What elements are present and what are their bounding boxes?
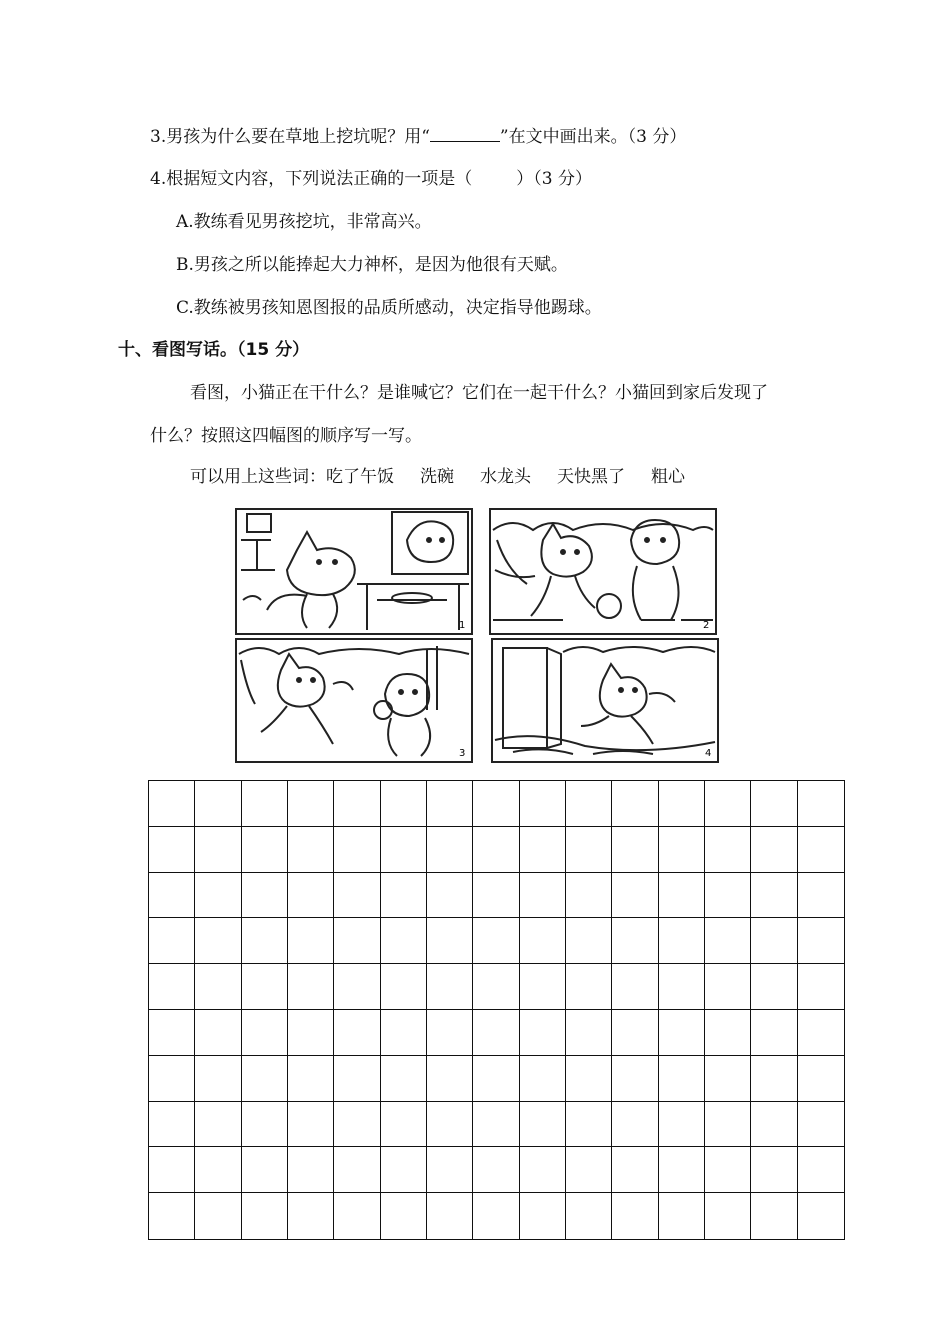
grid-cell[interactable]	[473, 1010, 519, 1056]
grid-cell[interactable]	[427, 964, 473, 1010]
word-4: 天快黑了	[557, 467, 625, 487]
picture-panel-2	[489, 508, 717, 635]
grid-cell[interactable]	[659, 827, 705, 873]
picture-sequence	[235, 505, 717, 763]
grid-cell[interactable]	[242, 1056, 288, 1102]
grid-cell[interactable]	[520, 918, 566, 964]
option-a: A.教练看见男孩挖坑，非常高兴。	[176, 212, 432, 232]
grid-cell[interactable]	[149, 964, 195, 1010]
grid-cell[interactable]	[149, 1193, 195, 1239]
grid-cell[interactable]	[288, 873, 334, 919]
grid-cell[interactable]	[798, 1056, 844, 1102]
grid-cell[interactable]	[705, 873, 751, 919]
grid-cell[interactable]	[242, 827, 288, 873]
grid-cell[interactable]	[149, 918, 195, 964]
grid-cell[interactable]	[195, 1056, 241, 1102]
grid-cell[interactable]	[659, 1193, 705, 1239]
grid-cell[interactable]	[751, 918, 797, 964]
grid-cell[interactable]	[334, 873, 380, 919]
grid-cell[interactable]	[705, 1193, 751, 1239]
grid-cell[interactable]	[242, 1147, 288, 1193]
grid-cell[interactable]	[798, 781, 844, 827]
grid-cell[interactable]	[659, 964, 705, 1010]
grid-cell[interactable]	[288, 1010, 334, 1056]
grid-cell[interactable]	[612, 781, 658, 827]
grid-cell[interactable]	[427, 827, 473, 873]
grid-cell[interactable]	[288, 781, 334, 827]
question-3	[150, 125, 686, 149]
grid-cell[interactable]	[288, 1056, 334, 1102]
grid-cell[interactable]	[242, 1102, 288, 1148]
grid-cell[interactable]	[751, 964, 797, 1010]
grid-cell[interactable]	[195, 781, 241, 827]
grid-cell[interactable]	[659, 1010, 705, 1056]
grid-cell[interactable]	[798, 964, 844, 1010]
grid-cell[interactable]	[381, 827, 427, 873]
grid-cell[interactable]	[705, 1147, 751, 1193]
writing-prompt-line-2: 什么？按照这四幅图的顺序写一写。	[150, 426, 422, 446]
grid-cell[interactable]	[149, 1102, 195, 1148]
grid-cell[interactable]	[798, 918, 844, 964]
grid-cell[interactable]	[705, 918, 751, 964]
grid-cell[interactable]	[242, 1193, 288, 1239]
grid-cell[interactable]	[473, 781, 519, 827]
grid-cell[interactable]	[705, 781, 751, 827]
grid-cell[interactable]	[520, 1056, 566, 1102]
grid-cell[interactable]	[473, 1102, 519, 1148]
grid-cell[interactable]	[334, 827, 380, 873]
grid-cell[interactable]	[381, 964, 427, 1010]
cat-running-illustration	[237, 640, 471, 761]
grid-cell[interactable]	[242, 1010, 288, 1056]
grid-cell[interactable]	[612, 1056, 658, 1102]
writing-prompt-line-1: 看图，小猫正在干什么？是谁喊它？它们在一起干什么？小猫回到家后发现了	[190, 383, 768, 403]
grid-cell[interactable]	[798, 1193, 844, 1239]
panel-number-3: 3	[459, 748, 466, 759]
grid-cell[interactable]	[195, 1102, 241, 1148]
grid-cell[interactable]	[566, 964, 612, 1010]
grid-cell[interactable]	[751, 1010, 797, 1056]
grid-cell[interactable]	[381, 1147, 427, 1193]
grid-cell[interactable]	[520, 1147, 566, 1193]
grid-cell[interactable]	[612, 964, 658, 1010]
grid-cell[interactable]	[751, 781, 797, 827]
grid-cell[interactable]	[612, 827, 658, 873]
grid-cell[interactable]	[195, 964, 241, 1010]
grid-cell[interactable]	[242, 781, 288, 827]
grid-cell[interactable]	[751, 1147, 797, 1193]
grid-cell[interactable]	[381, 781, 427, 827]
grid-cell[interactable]	[288, 964, 334, 1010]
grid-cell[interactable]	[195, 1147, 241, 1193]
grid-cell[interactable]	[520, 964, 566, 1010]
question-4-prefix: 4.根据短文内容，下列说法正确的一项是（	[150, 169, 473, 189]
grid-cell[interactable]	[566, 1193, 612, 1239]
grid-cell[interactable]	[566, 1056, 612, 1102]
grid-cell[interactable]	[473, 827, 519, 873]
word-2: 洗碗	[420, 467, 454, 487]
grid-cell[interactable]	[195, 1193, 241, 1239]
grid-cell[interactable]	[427, 1010, 473, 1056]
panel-number-1: 1	[459, 620, 466, 631]
grid-cell[interactable]	[612, 918, 658, 964]
grid-cell[interactable]	[659, 781, 705, 827]
grid-cell[interactable]	[798, 1102, 844, 1148]
cat-bear-playing-illustration	[491, 510, 715, 633]
grid-cell[interactable]	[473, 1056, 519, 1102]
grid-cell[interactable]	[751, 1193, 797, 1239]
cat-at-table-illustration	[237, 510, 471, 633]
grid-cell[interactable]	[334, 781, 380, 827]
grid-cell[interactable]	[566, 827, 612, 873]
underline-blank	[430, 125, 500, 142]
grid-cell[interactable]	[612, 1193, 658, 1239]
grid-cell[interactable]	[381, 1056, 427, 1102]
grid-cell[interactable]	[195, 827, 241, 873]
grid-cell[interactable]	[659, 873, 705, 919]
panel-number-2: 2	[703, 620, 710, 631]
grid-cell[interactable]	[381, 918, 427, 964]
grid-cell[interactable]	[288, 1147, 334, 1193]
grid-cell[interactable]	[195, 873, 241, 919]
grid-cell[interactable]	[334, 1102, 380, 1148]
grid-cell[interactable]	[520, 1010, 566, 1056]
grid-cell[interactable]	[705, 1010, 751, 1056]
grid-cell[interactable]	[334, 918, 380, 964]
section-10-title: 十、看图写话。（15 分）	[118, 340, 310, 360]
panel-number-4: 4	[705, 748, 712, 759]
grid-cell[interactable]	[473, 964, 519, 1010]
cat-returning-home-illustration	[493, 640, 717, 761]
grid-cell[interactable]	[427, 1056, 473, 1102]
word-5: 粗心	[651, 467, 685, 487]
grid-cell[interactable]	[149, 781, 195, 827]
grid-cell[interactable]	[473, 1193, 519, 1239]
grid-cell[interactable]	[566, 1147, 612, 1193]
grid-cell[interactable]	[659, 1102, 705, 1148]
option-c: C.教练被男孩知恩图报的品质所感动，决定指导他踢球。	[176, 298, 602, 318]
question-4-suffix: ）（3 分）	[516, 169, 592, 189]
grid-cell[interactable]	[705, 964, 751, 1010]
suggested-words	[190, 465, 685, 489]
grid-cell[interactable]	[798, 1010, 844, 1056]
grid-cell[interactable]	[149, 1056, 195, 1102]
grid-cell[interactable]	[427, 781, 473, 827]
grid-cell[interactable]	[288, 1193, 334, 1239]
grid-cell[interactable]	[381, 1102, 427, 1148]
grid-cell[interactable]	[242, 918, 288, 964]
grid-cell[interactable]	[705, 1102, 751, 1148]
picture-panel-1	[235, 508, 473, 635]
grid-cell[interactable]	[751, 873, 797, 919]
grid-cell[interactable]	[520, 1102, 566, 1148]
grid-cell[interactable]	[566, 918, 612, 964]
grid-cell[interactable]	[612, 1102, 658, 1148]
question-3-prefix: 3.男孩为什么要在草地上挖坑呢？用“	[150, 127, 430, 147]
picture-panel-4	[491, 638, 719, 763]
grid-cell[interactable]	[149, 827, 195, 873]
grid-cell[interactable]	[751, 1102, 797, 1148]
grid-cell[interactable]	[427, 873, 473, 919]
grid-cell[interactable]	[195, 1010, 241, 1056]
grid-cell[interactable]	[751, 827, 797, 873]
grid-cell[interactable]	[427, 1193, 473, 1239]
grid-cell[interactable]	[334, 1010, 380, 1056]
words-intro: 可以用上这些词：	[190, 467, 326, 487]
grid-cell[interactable]	[705, 1056, 751, 1102]
grid-cell[interactable]	[288, 918, 334, 964]
grid-cell[interactable]	[334, 1147, 380, 1193]
grid-cell[interactable]	[381, 873, 427, 919]
grid-cell[interactable]	[751, 1056, 797, 1102]
grid-cell[interactable]	[566, 1102, 612, 1148]
grid-cell[interactable]	[566, 781, 612, 827]
grid-cell[interactable]	[149, 1010, 195, 1056]
grid-cell[interactable]	[195, 918, 241, 964]
word-1: 吃了午饭	[326, 467, 394, 487]
word-3: 水龙头	[480, 467, 531, 487]
grid-cell[interactable]	[149, 873, 195, 919]
grid-cell[interactable]	[334, 1193, 380, 1239]
grid-cell[interactable]	[381, 1193, 427, 1239]
grid-cell[interactable]	[659, 1056, 705, 1102]
grid-cell[interactable]	[473, 918, 519, 964]
grid-cell[interactable]	[473, 1147, 519, 1193]
grid-cell[interactable]	[612, 873, 658, 919]
grid-cell[interactable]	[659, 918, 705, 964]
grid-cell[interactable]	[427, 1147, 473, 1193]
grid-cell[interactable]	[288, 1102, 334, 1148]
grid-cell[interactable]	[288, 827, 334, 873]
picture-panel-3	[235, 638, 473, 763]
grid-cell[interactable]	[798, 873, 844, 919]
grid-cell[interactable]	[334, 1056, 380, 1102]
grid-cell[interactable]	[520, 873, 566, 919]
grid-cell[interactable]	[520, 781, 566, 827]
grid-cell[interactable]	[149, 1147, 195, 1193]
grid-cell[interactable]	[612, 1147, 658, 1193]
option-b: B.男孩之所以能捧起大力神杯，是因为他很有天赋。	[176, 255, 568, 275]
grid-cell[interactable]	[520, 827, 566, 873]
grid-cell[interactable]	[705, 827, 751, 873]
grid-cell[interactable]	[473, 873, 519, 919]
grid-cell[interactable]	[242, 873, 288, 919]
question-3-suffix: ”在文中画出来。（3 分）	[499, 127, 687, 147]
grid-cell[interactable]	[566, 873, 612, 919]
writing-grid[interactable]	[148, 780, 845, 1240]
grid-cell[interactable]	[427, 918, 473, 964]
grid-cell[interactable]	[566, 1010, 612, 1056]
grid-cell[interactable]	[381, 1010, 427, 1056]
grid-cell[interactable]	[798, 1147, 844, 1193]
grid-cell[interactable]	[520, 1193, 566, 1239]
question-4	[150, 167, 592, 191]
grid-cell[interactable]	[659, 1147, 705, 1193]
grid-cell[interactable]	[427, 1102, 473, 1148]
grid-cell[interactable]	[334, 964, 380, 1010]
grid-cell[interactable]	[612, 1010, 658, 1056]
grid-cell[interactable]	[798, 827, 844, 873]
grid-cell[interactable]	[242, 964, 288, 1010]
